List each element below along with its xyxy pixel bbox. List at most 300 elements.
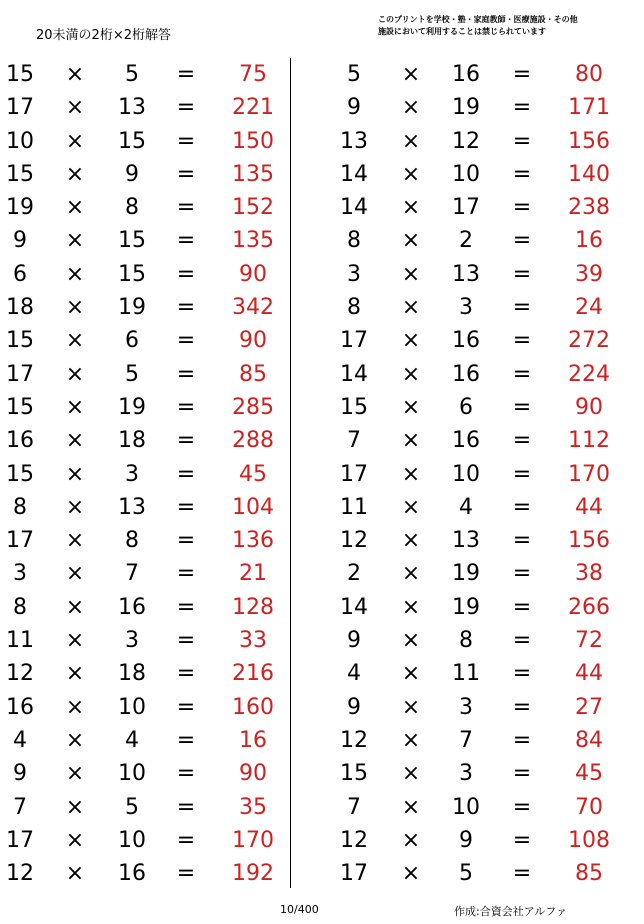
times-sign: × xyxy=(65,295,85,321)
problem-row xyxy=(0,524,290,557)
multiplicand: 7 xyxy=(347,794,361,820)
left-problem-column xyxy=(0,58,290,890)
equals-sign: = xyxy=(176,861,196,887)
multiplier: 10 xyxy=(452,461,480,487)
problem-row xyxy=(330,191,620,224)
times-sign: × xyxy=(401,628,421,654)
problem-row xyxy=(0,557,290,590)
answer: 156 xyxy=(568,528,610,554)
problem-row xyxy=(330,757,620,790)
multiplicand: 11 xyxy=(340,494,368,520)
problem-row xyxy=(0,657,290,690)
multiplicand: 3 xyxy=(347,261,361,287)
multiplicand: 17 xyxy=(6,95,34,121)
page-title: 20未満の2桁×2桁解答 xyxy=(36,28,171,43)
answer: 85 xyxy=(575,861,603,887)
times-sign: × xyxy=(401,128,421,154)
equals-sign: = xyxy=(176,528,196,554)
problem-row xyxy=(330,691,620,724)
equals-sign: = xyxy=(512,361,532,387)
equals-sign: = xyxy=(176,261,196,287)
problem-row xyxy=(330,358,620,391)
answer: 224 xyxy=(568,361,610,387)
problem-row xyxy=(0,125,290,158)
multiplicand: 9 xyxy=(347,95,361,121)
equals-sign: = xyxy=(512,528,532,554)
usage-notice-line-2: 施設において利用することは禁じられています xyxy=(378,27,546,36)
times-sign: × xyxy=(401,261,421,287)
equals-sign: = xyxy=(176,494,196,520)
answer: 39 xyxy=(575,261,603,287)
equals-sign: = xyxy=(512,95,532,121)
multiplicand: 15 xyxy=(340,394,368,420)
times-sign: × xyxy=(65,161,85,187)
answer: 272 xyxy=(568,328,610,354)
author-credit: 作成:合資会社アルファ xyxy=(454,905,568,918)
multiplier: 13 xyxy=(452,528,480,554)
equals-sign: = xyxy=(176,594,196,620)
multiplier: 9 xyxy=(125,161,139,187)
multiplier: 5 xyxy=(125,62,139,87)
multiplicand: 15 xyxy=(6,394,34,420)
times-sign: × xyxy=(401,727,421,753)
problem-row xyxy=(0,491,290,524)
problem-row xyxy=(330,291,620,324)
multiplicand: 12 xyxy=(6,661,34,687)
answer: 216 xyxy=(232,661,274,687)
multiplier: 11 xyxy=(452,661,480,687)
answer: 221 xyxy=(232,95,274,121)
answer: 90 xyxy=(239,761,267,787)
multiplier: 19 xyxy=(452,594,480,620)
times-sign: × xyxy=(401,827,421,853)
times-sign: × xyxy=(401,195,421,221)
column-divider xyxy=(290,58,291,888)
equals-sign: = xyxy=(176,794,196,820)
problem-row xyxy=(0,624,290,657)
answer: 170 xyxy=(232,827,274,853)
multiplicand: 12 xyxy=(340,528,368,554)
times-sign: × xyxy=(65,827,85,853)
multiplicand: 15 xyxy=(6,161,34,187)
times-sign: × xyxy=(401,428,421,454)
equals-sign: = xyxy=(512,428,532,454)
multiplicand: 9 xyxy=(13,761,27,787)
equals-sign: = xyxy=(512,328,532,354)
equals-sign: = xyxy=(176,228,196,254)
multiplicand: 15 xyxy=(6,62,34,87)
problem-row xyxy=(330,58,620,91)
times-sign: × xyxy=(65,494,85,520)
times-sign: × xyxy=(65,394,85,420)
multiplier: 13 xyxy=(118,494,146,520)
answer: 90 xyxy=(575,394,603,420)
answer: 90 xyxy=(239,328,267,354)
multiplier: 19 xyxy=(452,561,480,587)
multiplier: 10 xyxy=(118,694,146,720)
problem-row xyxy=(0,824,290,857)
answer: 285 xyxy=(232,394,274,420)
multiplier: 3 xyxy=(459,761,473,787)
multiplicand: 2 xyxy=(347,561,361,587)
multiplier: 16 xyxy=(452,361,480,387)
answer: 112 xyxy=(568,428,610,454)
multiplier: 13 xyxy=(118,95,146,121)
multiplicand: 15 xyxy=(6,328,34,354)
answer: 90 xyxy=(239,261,267,287)
equals-sign: = xyxy=(176,827,196,853)
times-sign: × xyxy=(401,394,421,420)
multiplicand: 12 xyxy=(6,861,34,887)
answer: 38 xyxy=(575,561,603,587)
times-sign: × xyxy=(65,428,85,454)
answer: 192 xyxy=(232,861,274,887)
problem-row xyxy=(330,724,620,757)
answer: 44 xyxy=(575,661,603,687)
multiplier: 6 xyxy=(459,394,473,420)
problem-row xyxy=(0,324,290,357)
answer: 21 xyxy=(239,561,267,587)
multiplier: 4 xyxy=(459,494,473,520)
times-sign: × xyxy=(65,694,85,720)
equals-sign: = xyxy=(176,95,196,121)
multiplicand: 18 xyxy=(6,295,34,321)
times-sign: × xyxy=(401,328,421,354)
times-sign: × xyxy=(65,128,85,154)
times-sign: × xyxy=(401,361,421,387)
multiplier: 3 xyxy=(125,628,139,654)
multiplier: 5 xyxy=(459,861,473,887)
equals-sign: = xyxy=(512,261,532,287)
multiplier: 16 xyxy=(452,428,480,454)
multiplicand: 11 xyxy=(6,628,34,654)
answer: 135 xyxy=(232,228,274,254)
equals-sign: = xyxy=(512,128,532,154)
problem-row xyxy=(0,391,290,424)
equals-sign: = xyxy=(176,428,196,454)
problem-row xyxy=(0,757,290,790)
multiplier: 15 xyxy=(118,128,146,154)
multiplier: 18 xyxy=(118,661,146,687)
answer: 140 xyxy=(568,161,610,187)
times-sign: × xyxy=(401,861,421,887)
equals-sign: = xyxy=(512,394,532,420)
times-sign: × xyxy=(65,328,85,354)
multiplicand: 17 xyxy=(6,827,34,853)
multiplicand: 14 xyxy=(340,195,368,221)
equals-sign: = xyxy=(512,727,532,753)
answer: 24 xyxy=(575,295,603,321)
equals-sign: = xyxy=(512,861,532,887)
times-sign: × xyxy=(65,594,85,620)
multiplier: 18 xyxy=(118,428,146,454)
equals-sign: = xyxy=(176,694,196,720)
times-sign: × xyxy=(65,461,85,487)
times-sign: × xyxy=(65,661,85,687)
problem-row xyxy=(330,391,620,424)
equals-sign: = xyxy=(512,561,532,587)
multiplier: 13 xyxy=(452,261,480,287)
multiplicand: 16 xyxy=(6,694,34,720)
answer: 152 xyxy=(232,195,274,221)
multiplier: 10 xyxy=(118,827,146,853)
problem-row xyxy=(330,491,620,524)
equals-sign: = xyxy=(176,328,196,354)
multiplier: 9 xyxy=(459,827,473,853)
times-sign: × xyxy=(65,528,85,554)
problem-row xyxy=(0,857,290,890)
answer: 238 xyxy=(568,195,610,221)
times-sign: × xyxy=(65,628,85,654)
multiplicand: 7 xyxy=(13,794,27,820)
answer: 288 xyxy=(232,428,274,454)
answer: 44 xyxy=(575,494,603,520)
problem-row xyxy=(0,158,290,191)
equals-sign: = xyxy=(176,195,196,221)
answer: 45 xyxy=(239,461,267,487)
multiplicand: 10 xyxy=(6,128,34,154)
page-number: 10/400 xyxy=(280,903,319,916)
multiplicand: 3 xyxy=(13,561,27,587)
times-sign: × xyxy=(401,594,421,620)
equals-sign: = xyxy=(176,394,196,420)
times-sign: × xyxy=(65,794,85,820)
multiplicand: 13 xyxy=(340,128,368,154)
usage-notice-line-1: このプリントを学校・塾・家庭教師・医療施設・その他 xyxy=(378,15,578,24)
problem-row xyxy=(330,91,620,124)
answer: 80 xyxy=(575,62,603,87)
equals-sign: = xyxy=(176,161,196,187)
times-sign: × xyxy=(401,661,421,687)
times-sign: × xyxy=(65,195,85,221)
times-sign: × xyxy=(65,727,85,753)
problem-row xyxy=(0,791,290,824)
problem-row xyxy=(0,91,290,124)
answer: 136 xyxy=(232,528,274,554)
multiplier: 7 xyxy=(459,727,473,753)
multiplier: 15 xyxy=(118,228,146,254)
times-sign: × xyxy=(401,95,421,121)
problem-row xyxy=(0,691,290,724)
equals-sign: = xyxy=(512,628,532,654)
multiplicand: 9 xyxy=(347,628,361,654)
times-sign: × xyxy=(65,561,85,587)
problem-row xyxy=(330,224,620,257)
problem-row xyxy=(330,424,620,457)
multiplicand: 14 xyxy=(340,161,368,187)
multiplier: 16 xyxy=(452,328,480,354)
times-sign: × xyxy=(65,95,85,121)
times-sign: × xyxy=(401,694,421,720)
times-sign: × xyxy=(65,861,85,887)
multiplier: 19 xyxy=(118,295,146,321)
answer: 135 xyxy=(232,161,274,187)
problem-row xyxy=(0,58,290,91)
times-sign: × xyxy=(401,794,421,820)
answer: 72 xyxy=(575,628,603,654)
problem-row xyxy=(330,657,620,690)
multiplier: 16 xyxy=(118,594,146,620)
multiplier: 5 xyxy=(125,794,139,820)
answer: 128 xyxy=(232,594,274,620)
multiplicand: 15 xyxy=(6,461,34,487)
answer: 33 xyxy=(239,628,267,654)
multiplier: 3 xyxy=(459,295,473,321)
problem-row xyxy=(330,824,620,857)
times-sign: × xyxy=(401,494,421,520)
answer: 266 xyxy=(568,594,610,620)
equals-sign: = xyxy=(512,594,532,620)
problem-row xyxy=(330,591,620,624)
multiplicand: 14 xyxy=(340,594,368,620)
multiplicand: 4 xyxy=(13,727,27,753)
equals-sign: = xyxy=(512,195,532,221)
times-sign: × xyxy=(65,228,85,254)
equals-sign: = xyxy=(512,761,532,787)
equals-sign: = xyxy=(512,827,532,853)
multiplicand: 8 xyxy=(347,228,361,254)
multiplier: 17 xyxy=(452,195,480,221)
problem-row xyxy=(0,458,290,491)
multiplier: 3 xyxy=(459,694,473,720)
equals-sign: = xyxy=(176,361,196,387)
problem-row xyxy=(0,358,290,391)
answer: 171 xyxy=(568,95,610,121)
times-sign: × xyxy=(401,161,421,187)
times-sign: × xyxy=(65,261,85,287)
multiplicand: 12 xyxy=(340,727,368,753)
multiplicand: 9 xyxy=(347,694,361,720)
problem-row xyxy=(330,125,620,158)
multiplicand: 8 xyxy=(13,494,27,520)
problem-row xyxy=(0,291,290,324)
multiplier: 19 xyxy=(452,95,480,121)
equals-sign: = xyxy=(176,295,196,321)
multiplicand: 7 xyxy=(347,428,361,454)
multiplier: 10 xyxy=(452,794,480,820)
multiplier: 15 xyxy=(118,261,146,287)
equals-sign: = xyxy=(512,794,532,820)
answer: 75 xyxy=(239,62,267,87)
multiplicand: 9 xyxy=(13,228,27,254)
times-sign: × xyxy=(401,761,421,787)
times-sign: × xyxy=(401,62,421,87)
answer: 85 xyxy=(239,361,267,387)
multiplier: 4 xyxy=(125,727,139,753)
equals-sign: = xyxy=(176,128,196,154)
problem-row xyxy=(0,258,290,291)
problem-row xyxy=(330,258,620,291)
multiplier: 2 xyxy=(459,228,473,254)
multiplier: 8 xyxy=(459,628,473,654)
answer: 160 xyxy=(232,694,274,720)
multiplicand: 17 xyxy=(340,461,368,487)
right-problem-column xyxy=(330,58,620,890)
equals-sign: = xyxy=(176,661,196,687)
multiplicand: 19 xyxy=(6,195,34,221)
problem-row xyxy=(330,524,620,557)
multiplicand: 17 xyxy=(340,861,368,887)
problem-row xyxy=(0,224,290,257)
multiplicand: 17 xyxy=(6,361,34,387)
problem-row xyxy=(330,158,620,191)
equals-sign: = xyxy=(512,228,532,254)
problem-row xyxy=(330,624,620,657)
equals-sign: = xyxy=(512,461,532,487)
multiplier: 3 xyxy=(125,461,139,487)
multiplier: 8 xyxy=(125,195,139,221)
times-sign: × xyxy=(65,761,85,787)
answer: 150 xyxy=(232,128,274,154)
answer: 108 xyxy=(568,827,610,853)
times-sign: × xyxy=(401,228,421,254)
problem-row xyxy=(330,458,620,491)
multiplier: 16 xyxy=(452,62,480,87)
equals-sign: = xyxy=(176,761,196,787)
equals-sign: = xyxy=(176,727,196,753)
multiplicand: 16 xyxy=(6,428,34,454)
equals-sign: = xyxy=(176,628,196,654)
times-sign: × xyxy=(65,361,85,387)
multiplicand: 8 xyxy=(347,295,361,321)
times-sign: × xyxy=(65,62,85,87)
times-sign: × xyxy=(401,295,421,321)
multiplicand: 17 xyxy=(340,328,368,354)
problem-row xyxy=(0,591,290,624)
multiplier: 6 xyxy=(125,328,139,354)
times-sign: × xyxy=(401,561,421,587)
times-sign: × xyxy=(401,528,421,554)
equals-sign: = xyxy=(176,62,196,87)
equals-sign: = xyxy=(176,561,196,587)
answer: 45 xyxy=(575,761,603,787)
multiplicand: 14 xyxy=(340,361,368,387)
times-sign: × xyxy=(401,461,421,487)
multiplicand: 15 xyxy=(340,761,368,787)
equals-sign: = xyxy=(512,161,532,187)
equals-sign: = xyxy=(512,62,532,87)
problem-row xyxy=(0,424,290,457)
multiplicand: 4 xyxy=(347,661,361,687)
multiplier: 8 xyxy=(125,528,139,554)
multiplier: 12 xyxy=(452,128,480,154)
answer: 84 xyxy=(575,727,603,753)
answer: 16 xyxy=(575,228,603,254)
multiplicand: 8 xyxy=(13,594,27,620)
equals-sign: = xyxy=(176,461,196,487)
problem-row xyxy=(0,191,290,224)
multiplicand: 5 xyxy=(347,62,361,87)
problem-row xyxy=(330,324,620,357)
answer: 16 xyxy=(239,727,267,753)
answer: 70 xyxy=(575,794,603,820)
multiplier: 10 xyxy=(118,761,146,787)
equals-sign: = xyxy=(512,494,532,520)
equals-sign: = xyxy=(512,295,532,321)
answer: 342 xyxy=(232,295,274,321)
multiplier: 5 xyxy=(125,361,139,387)
multiplicand: 6 xyxy=(13,261,27,287)
problem-row xyxy=(330,557,620,590)
answer: 27 xyxy=(575,694,603,720)
multiplier: 19 xyxy=(118,394,146,420)
problem-row xyxy=(330,857,620,890)
multiplier: 7 xyxy=(125,561,139,587)
answer: 35 xyxy=(239,794,267,820)
equals-sign: = xyxy=(512,661,532,687)
multiplicand: 17 xyxy=(6,528,34,554)
answer: 104 xyxy=(232,494,274,520)
